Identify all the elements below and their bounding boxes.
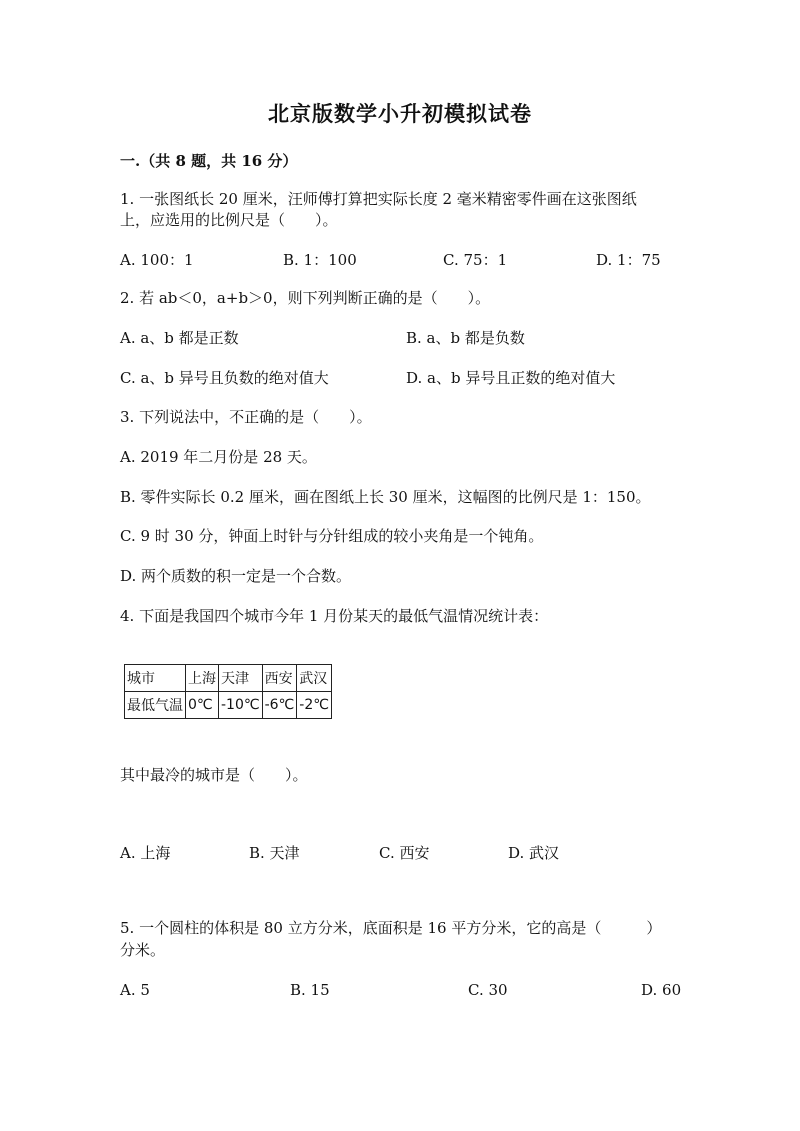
- temperature-table: [124, 664, 332, 719]
- table-cell: 最低气温: [125, 692, 186, 719]
- q4-option-a: A. 上海: [120, 844, 171, 862]
- table-cell: -10℃: [219, 692, 263, 719]
- q1-option-b: B. 1：100: [283, 251, 357, 269]
- table-cell: 城市: [125, 665, 186, 692]
- q1-option-c: C. 75：1: [443, 251, 508, 269]
- table-row: [125, 692, 332, 719]
- q4-option-d: D. 武汉: [508, 844, 560, 862]
- table-cell: 上海: [186, 665, 219, 692]
- q5-stem-line1: 5. 一个圆柱的体积是 80 立方分米，底面积是 16 平方分米，它的高是（ ）: [120, 919, 662, 937]
- section-heading: 一.（共 8 题，共 16 分）: [120, 152, 298, 170]
- q4-question: 其中最冷的城市是（ ）。: [120, 766, 308, 784]
- q2-option-b: B. a、b 都是负数: [406, 329, 525, 347]
- q4-stem: 4. 下面是我国四个城市今年 1 月份某天的最低气温情况统计表：: [120, 607, 549, 625]
- q1-option-a: A. 100：1: [120, 251, 194, 269]
- table-cell: 武汉: [297, 665, 332, 692]
- q4-option-b: B. 天津: [249, 844, 300, 862]
- page-title: 北京版数学小升初模拟试卷: [268, 101, 532, 126]
- q3-stem: 3. 下列说法中，不正确的是（ ）。: [120, 408, 372, 426]
- q5-option-b: B. 15: [290, 981, 330, 999]
- q2-option-d: D. a、b 异号且正数的绝对值大: [406, 369, 616, 387]
- q5-option-a: A. 5: [120, 981, 150, 999]
- q1-stem-line1: 1. 一张图纸长 20 厘米，汪师傅打算把实际长度 2 毫米精密零件画在这张图纸: [120, 190, 637, 208]
- table-cell: -2℃: [297, 692, 332, 719]
- q1-stem-line2: 上，应选用的比例尺是（ ）。: [120, 211, 338, 229]
- q4-option-c: C. 西安: [379, 844, 430, 862]
- q5-option-c: C. 30: [468, 981, 508, 999]
- q3-option-b: B. 零件实际长 0.2 厘米，画在图纸上长 30 厘米，这幅图的比例尺是 1：150。: [120, 488, 651, 506]
- q5-option-d: D. 60: [641, 981, 682, 999]
- q1-option-d: D. 1：75: [596, 251, 661, 269]
- table-cell: -6℃: [262, 692, 297, 719]
- q3-option-c: C. 9 时 30 分，钟面上时针与分针组成的较小夹角是一个钝角。: [120, 527, 544, 545]
- q2-option-c: C. a、b 异号且负数的绝对值大: [120, 369, 329, 387]
- q3-option-d: D. 两个质数的积一定是一个合数。: [120, 567, 352, 585]
- table-cell: 西安: [262, 665, 297, 692]
- q2-stem: 2. 若 ab＜0，a+b＞0，则下列判断正确的是（ ）。: [120, 289, 491, 307]
- q3-option-a: A. 2019 年二月份是 28 天。: [120, 448, 317, 466]
- table-row: [125, 665, 332, 692]
- table-cell: 天津: [219, 665, 263, 692]
- q2-option-a: A. a、b 都是正数: [120, 329, 239, 347]
- table-cell: 0℃: [186, 692, 219, 719]
- q5-stem-line2: 分米。: [120, 941, 166, 959]
